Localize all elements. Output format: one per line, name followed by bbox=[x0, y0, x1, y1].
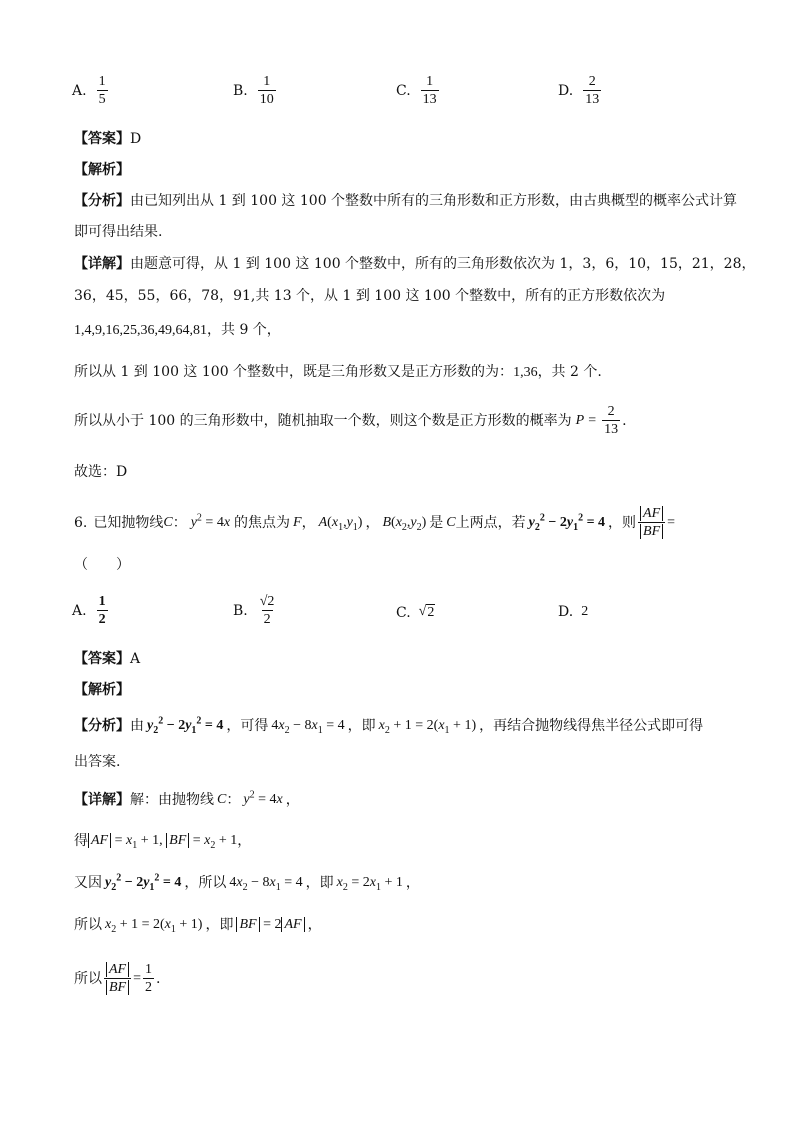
prob-text: 所以从小于 100 的三角形数中，随机抽取一个数，则这个数是正方形数的概率为 bbox=[74, 412, 572, 429]
question-number: 6. bbox=[74, 514, 88, 531]
option-letter: D. bbox=[558, 82, 574, 99]
q5-option-d bbox=[558, 74, 603, 107]
fenxi-p3: ，即 bbox=[347, 718, 376, 734]
stem-part3: 是 bbox=[429, 514, 444, 531]
xiangjie-p1: 解：由抛物线 bbox=[130, 792, 214, 808]
option-letter: C. bbox=[396, 82, 411, 99]
word-suoyi3: 所以 bbox=[74, 970, 102, 987]
word-de: 得 bbox=[74, 833, 88, 849]
frac-den: 5 bbox=[98, 92, 106, 107]
word-suoyi: 所以 bbox=[198, 875, 227, 891]
q6-option-a bbox=[72, 594, 110, 627]
answer-value: A bbox=[130, 651, 141, 667]
q5-fenxi-line1 bbox=[74, 191, 737, 211]
prob-var: P bbox=[575, 412, 585, 428]
both-text: 所以从 1 到 100 这 100 个整数中，既是三角形数又是正方形数的为： bbox=[74, 364, 514, 380]
frac-den: 2 bbox=[145, 980, 153, 995]
q6-answer bbox=[74, 649, 140, 669]
frac-num: 1 bbox=[98, 74, 106, 89]
option-letter: B. bbox=[233, 602, 248, 619]
q5-xiangjie-line1 bbox=[74, 254, 755, 274]
fenxi-label: 【分析】 bbox=[74, 718, 130, 734]
xiangjie-label: 【详解】 bbox=[74, 256, 130, 272]
analysis-label: 【解析】 bbox=[74, 682, 130, 698]
answer-label: 【答案】 bbox=[74, 131, 130, 147]
q6-option-d bbox=[558, 604, 588, 620]
option-letter: A. bbox=[72, 602, 87, 619]
frac-num: 2 bbox=[607, 404, 615, 419]
frac-den: 10 bbox=[259, 92, 274, 107]
q6-fenxi-line2: 出答案. bbox=[74, 754, 121, 770]
analysis-label: 【解析】 bbox=[74, 162, 130, 178]
frac-num: √2 bbox=[259, 594, 275, 609]
stem-c3: C bbox=[217, 792, 227, 807]
frac-den: 2 bbox=[98, 612, 106, 627]
q5-choice: 故选：D bbox=[74, 464, 128, 480]
stem-part5: ，则 bbox=[608, 514, 637, 531]
option-letter: D. bbox=[558, 604, 574, 620]
q5-answer bbox=[74, 129, 141, 149]
q6-line-suoyi3: 所以 $\frac{AF}{BF}$ = $\frac{1}{2}$ . bbox=[74, 962, 161, 995]
radicand: 2 bbox=[427, 605, 435, 620]
frac-den: 13 bbox=[604, 422, 619, 437]
frac-num: 1 bbox=[426, 74, 434, 89]
q5-prob-line: 所以从小于 100 的三角形数中，随机抽取一个数，则这个数是正方形数的概率为 P = $\frac{2}{13}$ . bbox=[74, 404, 627, 437]
frac-den: 13 bbox=[422, 92, 437, 107]
frac-den: 2 bbox=[263, 612, 271, 627]
q6-paren: （ ） bbox=[74, 557, 130, 573]
q5-analysis-label bbox=[74, 160, 130, 180]
frac-den: 13 bbox=[585, 92, 600, 107]
frac-num: 2 bbox=[588, 74, 596, 89]
stem-part1: 已知抛物线 bbox=[93, 514, 164, 531]
frac-num: 1 bbox=[145, 962, 153, 977]
fenxi-text: 由已知列出从 1 到 100 这 100 个整数中所有的三角形数和正方形数，由古典概型的概率公式计算 bbox=[130, 193, 738, 209]
q6-stem: 6. 已知抛物线 C ： $y^2 = 4x$ 的焦点为 F ， $A(x_1,y_1)$ ， $B(x_2,y_2)$ 是 C 上两点，若 $y_2^2 - 2y_1^2 = 4$ ，则 $\frac{AF}{BF}$ = bbox=[74, 506, 676, 539]
q5-xiangjie-line2: 36，45，55，66，78，91,共 13 个，从 1 到 100 这 100 个整数中，所有的正方形数依次为 bbox=[74, 288, 666, 304]
q5-squares-line bbox=[74, 320, 281, 341]
stem-c2: C bbox=[446, 514, 456, 530]
q5-fenxi-line2: 即可得出结果. bbox=[74, 224, 163, 240]
q6-line-suoyi2: 所以 $x_2 + 1 = 2(x_1 + 1)$ ，即 BF = 2 AF ， bbox=[74, 917, 322, 935]
stem-part4: 上两点，若 bbox=[455, 514, 526, 531]
option-letter: C. bbox=[396, 604, 411, 621]
both-values: 1,36 bbox=[513, 365, 538, 380]
q5-option-b bbox=[233, 74, 278, 107]
q5-option-c bbox=[396, 74, 441, 107]
fenxi-p4: ，再结合抛物线得焦半径公式即可得 bbox=[479, 718, 704, 734]
q6-analysis-label bbox=[74, 680, 130, 700]
xiangjie-label: 【详解】 bbox=[74, 792, 130, 808]
squares-list: 1,4,9,16,25,36,49,64,81 bbox=[74, 323, 207, 338]
fenxi-label: 【分析】 bbox=[74, 193, 130, 209]
option-value: 2 bbox=[581, 604, 589, 619]
q6-fenxi-line1: 【分析】 由 $y_2^2 - 2y_1^2 = 4$ ，可得 $4x_2 - 8x_1 = 4$ ，即 $x_2 + 1 = 2(x_1 + 1)$ ，再结合抛物线得焦半径公式即可得 bbox=[74, 715, 704, 736]
word-ji2: ，即 bbox=[205, 917, 234, 933]
sqrt-icon: √ bbox=[418, 604, 427, 619]
q6-option-c bbox=[396, 604, 435, 621]
squares-suffix: ，共 9 个， bbox=[207, 322, 281, 338]
both-suffix: ，共 2 个. bbox=[537, 364, 602, 380]
frac-num: 1 bbox=[98, 594, 106, 609]
xiangjie-text: 由题意可得，从 1 到 100 这 100 个整数中，所有的三角形数依次为 1，3，6，10，15，21，28， bbox=[130, 256, 756, 272]
stem-f: F bbox=[293, 514, 302, 530]
answer-value: D bbox=[130, 131, 142, 147]
q6-xiangjie-line1: 【详解】 解：由抛物线 C ： $y^2 = 4x$ ， bbox=[74, 789, 300, 808]
q6-option-b bbox=[233, 594, 278, 627]
q5-option-a bbox=[72, 74, 110, 107]
fenxi-p1: 由 bbox=[130, 718, 144, 734]
q6-line-youyin: 又因 $y_2^2 - 2y_1^2 = 4$ ， 所以 $4x_2 - 8x_1 = 4$ ，即 $x_2 = 2x_1 + 1$ ， bbox=[74, 872, 420, 893]
q5-both-line bbox=[74, 362, 602, 383]
word-suoyi2: 所以 bbox=[74, 917, 102, 933]
fenxi-p2: ，可得 bbox=[226, 718, 269, 734]
answer-label: 【答案】 bbox=[74, 651, 130, 667]
option-letter: B. bbox=[233, 82, 248, 99]
frac-num: 1 bbox=[263, 74, 271, 89]
word-youyin: 又因 bbox=[74, 875, 102, 891]
word-ji: ，即 bbox=[305, 875, 334, 891]
stem-c: C bbox=[163, 514, 173, 530]
option-letter: A. bbox=[72, 82, 87, 99]
q6-line-de: 得 AF = $x_1 + 1$, BF = $x_2 + 1$ ， bbox=[74, 833, 252, 851]
stem-part2: 的焦点为 bbox=[234, 514, 291, 531]
